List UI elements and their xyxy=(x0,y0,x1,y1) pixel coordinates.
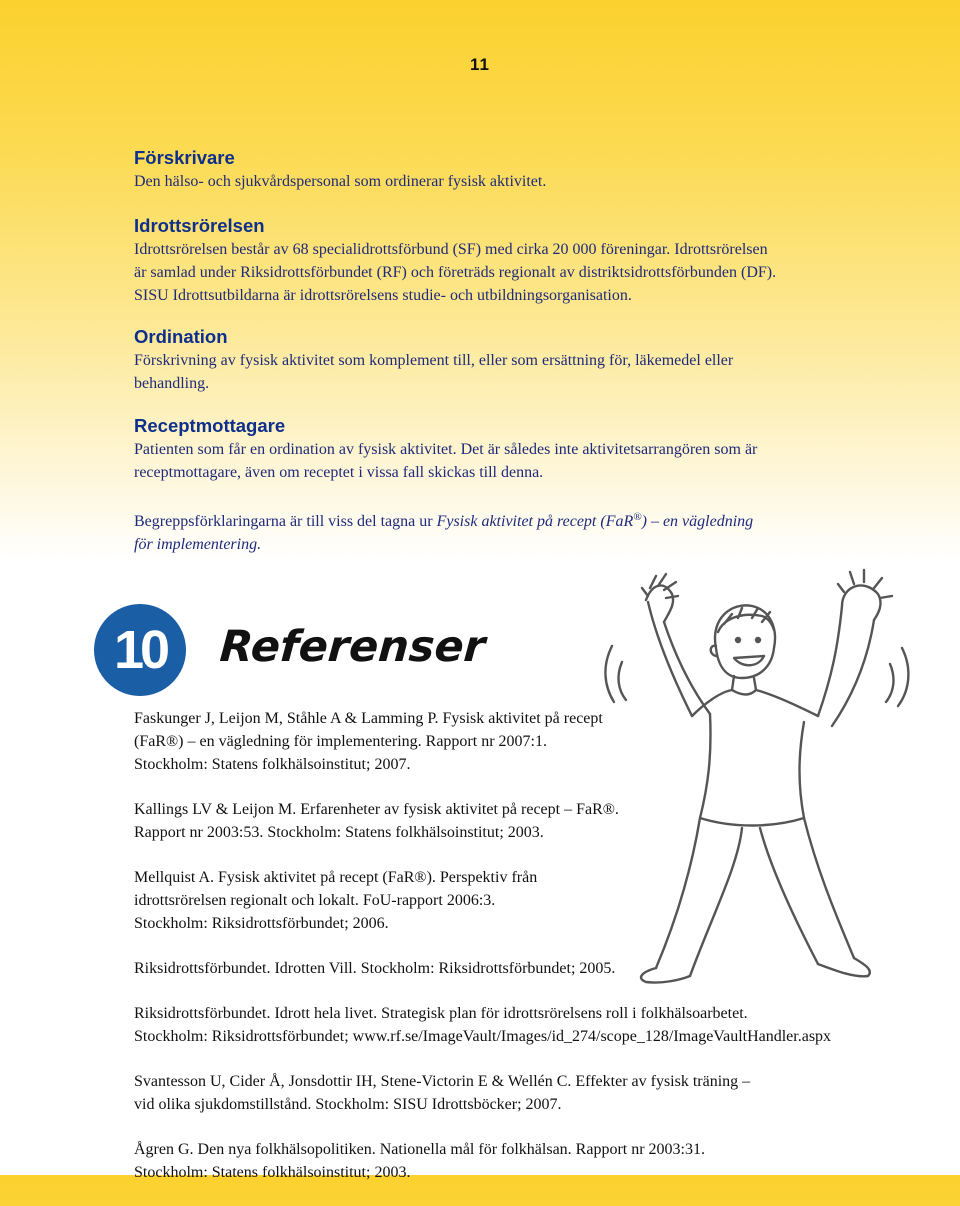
glossary-entry-forskrivare xyxy=(134,146,546,193)
glossary-term: Ordination xyxy=(134,326,228,347)
section-title: Referenser xyxy=(218,622,487,672)
definition-line: är samlad under Riksidrottsförbundet (RF) och företräds regionalt av distriktsidrottsförbunden (DF). xyxy=(134,264,777,281)
glossary-entry-receptmottagare xyxy=(134,414,757,484)
definition-line: Den hälso- och sjukvårdspersonal som ordinerar fysisk aktivitet. xyxy=(134,173,547,190)
glossary-definition xyxy=(134,170,546,193)
registered-mark: ® xyxy=(633,511,642,523)
definition-line: SISU Idrottsutbildarna är idrottsrörelsens studie- och utbildningsorganisation. xyxy=(134,287,632,304)
reference-line: Stockholm: Riksidrottsförbundet; www.rf.se/ImageVault/Images/id_274/scope_128/ImageVaultHandler.aspx xyxy=(134,1028,832,1045)
reference-line: Riksidrottsförbundet. Idrotten Vill. Stockholm: Riksidrottsförbundet; 2005. xyxy=(134,960,616,977)
definition-line: receptmottagare, även om receptet i vissa fall skickas till denna. xyxy=(134,464,544,481)
source-note xyxy=(134,506,854,556)
reference-line: Stockholm: Riksidrottsförbundet; 2006. xyxy=(134,915,389,932)
reference-line: Mellquist A. Fysisk aktivitet på recept (FaR®). Perspektiv från xyxy=(134,869,538,886)
reference-item xyxy=(134,1002,924,1048)
section-number-badge: 10 xyxy=(94,604,186,696)
glossary-term: Receptmottagare xyxy=(134,415,286,436)
glossary-definition xyxy=(134,438,757,484)
definition-line: Idrottsrörelsen består av 68 specialidrottsförbund (SF) med cirka 20 000 föreningar. Idrottsrörelsen xyxy=(134,241,768,258)
reference-line: vid olika sjukdomstillstånd. Stockholm: SISU Idrottsböcker; 2007. xyxy=(134,1096,562,1113)
reference-line: Stockholm: Statens folkhälsoinstitut; 2007. xyxy=(134,756,411,773)
reference-line: Riksidrottsförbundet. Idrott hela livet. Strategisk plan för idrottsrörelsens roll i folkhälsoarbetet. xyxy=(134,1005,748,1022)
reference-line: Svantesson U, Cider Å, Jonsdottir IH, Stene-Victorin E & Wellén C. Effekter av fysisk träning – xyxy=(134,1073,751,1090)
glossary-term: Förskrivare xyxy=(134,147,235,168)
reference-item xyxy=(134,1138,924,1184)
reference-line: (FaR®) – en vägledning för implementering. Rapport nr 2007:1. xyxy=(134,733,547,750)
page-number: 11 xyxy=(470,55,490,74)
glossary-term: Idrottsrörelsen xyxy=(134,215,265,236)
reference-item xyxy=(134,957,924,980)
note-prefix: Begreppsförklaringarna är till viss del tagna ur xyxy=(134,513,437,530)
definition-line: Patienten som får en ordination av fysisk aktivitet. Det är således inte aktivitetsarrangören som är xyxy=(134,441,758,458)
glossary-definition xyxy=(134,238,776,307)
reference-line: Ågren G. Den nya folkhälsopolitiken. Nationella mål för folkhälsan. Rapport nr 2003:31. xyxy=(134,1141,705,1158)
reference-line: Rapport nr 2003:53. Stockholm: Statens folkhälsoinstitut; 2003. xyxy=(134,824,544,841)
reference-line: idrottsrörelsen regionalt och lokalt. FoU-rapport 2006:3. xyxy=(134,892,496,909)
reference-line: Stockholm: Statens folkhälsoinstitut; 2003. xyxy=(134,1164,411,1181)
note-title-part: ) – en vägledning xyxy=(641,513,754,530)
definition-line: behandling. xyxy=(134,375,210,392)
reference-item xyxy=(134,798,924,844)
note-title-part: för implementering. xyxy=(134,536,262,553)
glossary-entry-ordination xyxy=(134,325,733,395)
reference-line: Faskunger J, Leijon M, Ståhle A & Lamming P. Fysisk aktivitet på recept xyxy=(134,710,603,727)
glossary-definition xyxy=(134,349,733,395)
reference-item xyxy=(134,866,924,935)
reference-item xyxy=(134,707,924,776)
note-title-part: Fysisk aktivitet på recept (FaR xyxy=(436,513,634,530)
reference-line: Kallings LV & Leijon M. Erfarenheter av fysisk aktivitet på recept – FaR®. xyxy=(134,801,619,818)
reference-list xyxy=(134,707,924,1206)
glossary-entry-idrottsrorelsen xyxy=(134,214,776,307)
reference-item xyxy=(134,1070,924,1116)
definition-line: Förskrivning av fysisk aktivitet som komplement till, eller som ersättning för, läkemedel eller xyxy=(134,352,734,369)
